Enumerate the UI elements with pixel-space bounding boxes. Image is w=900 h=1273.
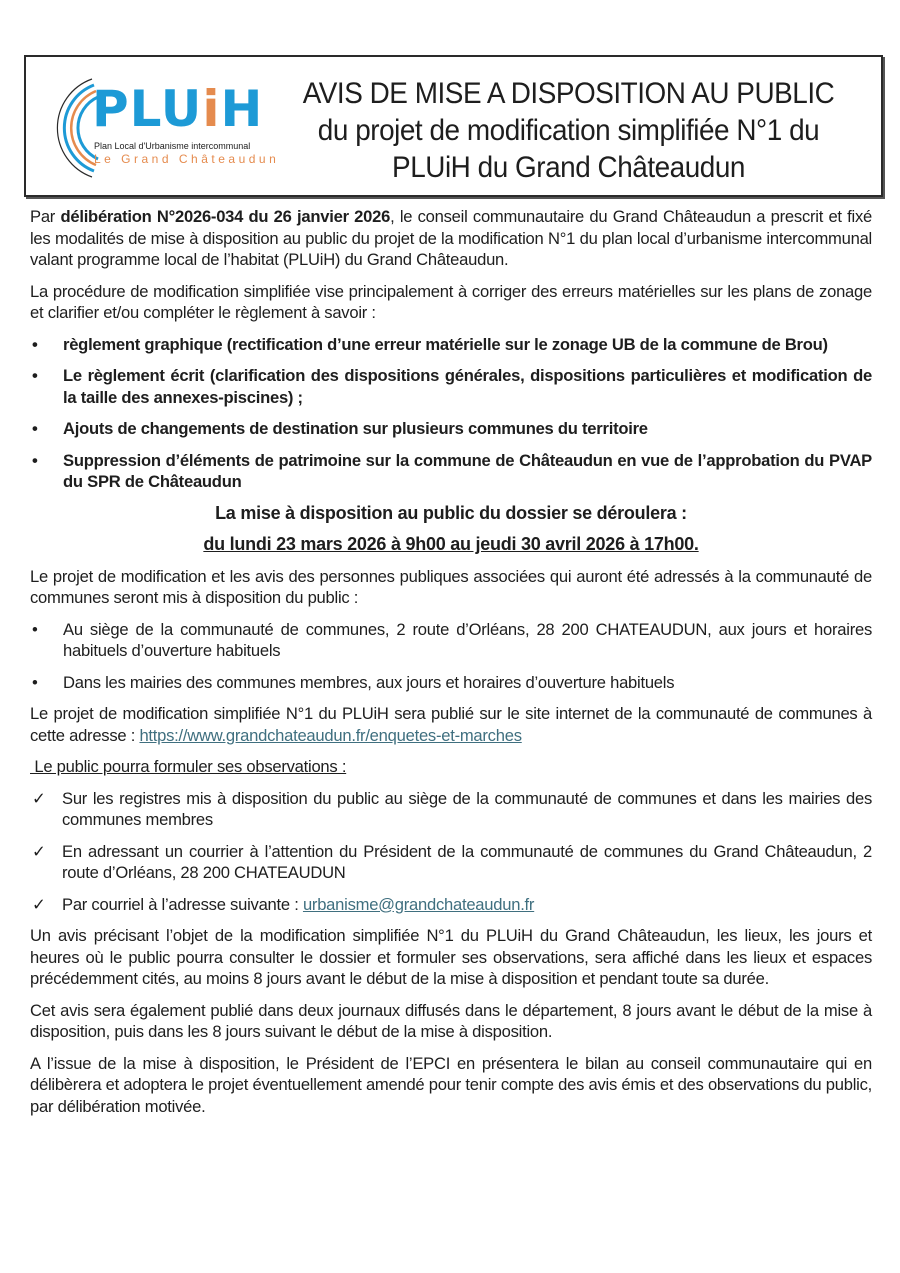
closing-paragraph: Cet avis sera également publié dans deux journaux diffusés dans le département, 8 jours avant le début de la mise à disposition, puis dans les 8 jours suivant le début de la mise à disposition.	[30, 1000, 872, 1041]
observations-heading: Le public pourra formuler ses observations :	[30, 757, 347, 776]
bullet-icon: •	[32, 619, 38, 639]
bullet-icon: •	[32, 419, 38, 438]
list-item: • Le règlement écrit (clarification des dispositions générales, dispositions particulières et modification de la taille des annexes-piscines) ;	[32, 366, 872, 407]
list-item: • Ajouts de changements de destination sur plusieurs communes du territoire	[32, 419, 648, 438]
procedure-list	[30, 334, 872, 493]
schedule-dates: du lundi 23 mars 2026 à 9h00 au jeudi 30 avril 2026 à 17h00.	[203, 534, 699, 554]
title-line: PLUiH du Grand Châteaudun	[392, 151, 745, 184]
list-item: ✓ En adressant un courrier à l’attention du Président de la communauté de communes du Grand Châteaudun, 2 route d’Orléans, 28 200 CHATEAUDUN	[32, 841, 872, 882]
bullet-icon: •	[32, 672, 38, 692]
title-line: du projet de modification simplifiée N°1 du	[317, 114, 820, 147]
logo-subtitle: Plan Local d'Urbanisme intercommunal	[94, 141, 251, 151]
page-title	[278, 75, 859, 186]
logo-wordmark: PLUiH	[92, 80, 264, 138]
website-paragraph: Le projet de modification simplifiée N°1 du PLUiH sera publié sur le site internet de la communauté de communes à cette adresse : https://www.grandchateaudun.fr/enquetes-et-marches	[30, 704, 872, 745]
website-link[interactable]: https://www.grandchateaudun.fr/enquetes-et-marches	[139, 725, 522, 745]
list-item: • Dans les mairies des communes membres, aux jours et horaires d’ouverture habituels	[32, 672, 675, 692]
list-item: ✓ Par courriel à l’adresse suivante : urbanisme@grandchateaudun.fr	[32, 894, 535, 914]
email-link[interactable]: urbanisme@grandchateaudun.fr	[302, 894, 535, 914]
schedule-heading: La mise à disposition au public du dossier se déroulera :	[215, 502, 687, 523]
title-line: AVIS DE MISE A DISPOSITION AU PUBLIC	[302, 77, 835, 110]
document-body	[30, 206, 872, 1127]
closing-paragraph: A l’issue de la mise à disposition, le Président de l’EPCI en présentera le bilan au conseil communautaire qui en délibèrera et adoptera le projet éventuellement amendé pour tenir compte des avis émis et des observations du public, par délibération motivée.	[30, 1053, 872, 1116]
check-icon: ✓	[32, 788, 46, 808]
deliberation-reference: délibération N°2026-034 du 26 janvier 2026	[60, 207, 391, 226]
list-item: • règlement graphique (rectification d’une erreur matérielle sur le zonage UB de la commune de Brou)	[32, 334, 828, 354]
pluih-logo	[30, 73, 280, 183]
list-item: • Suppression d’éléments de patrimoine sur la commune de Châteaudun en vue de l’approbation du PVAP du SPR de Châteaudun	[32, 450, 872, 491]
check-icon: ✓	[32, 841, 46, 861]
bullet-icon: •	[32, 366, 38, 385]
bullet-icon: •	[32, 450, 38, 470]
logo-city: Le Grand Châteaudun	[94, 152, 280, 166]
intro-paragraph: Par délibération N°2026-034 du 26 janvier 2026, le conseil communautaire du Grand Châteaudun a prescrit et fixé les modalités de mise à disposition au public du projet de la modification N°1 du plan local d’urbanisme intercommunal valant programme local de l’habitat (PLUiH) du Grand Châteaudun.	[30, 207, 872, 269]
list-item: • Au siège de la communauté de communes, 2 route d’Orléans, 28 200 CHATEAUDUN, aux jours et horaires habituels d’ouverture habituels	[32, 619, 872, 660]
closing-paragraph: Un avis précisant l’objet de la modification simplifiée N°1 du PLUiH du Grand Châteaudun, les lieux, les jours et heures où le public pourra consulter le dossier et formuler ses observations, sera affiché dans les lieux et espaces précédemment cités, au moins 8 jours avant le début de la mise à disposition et pendant toute sa durée.	[30, 926, 872, 988]
availability-paragraph: Le projet de modification et les avis des personnes publiques associées qui auront été adressés à la communauté de communes seront mis à disposition du public :	[30, 566, 872, 607]
availability-list	[30, 619, 872, 694]
list-item: ✓ Sur les registres mis à disposition du public au siège de la communauté de communes et dans les mairies des communes membres	[32, 788, 872, 829]
procedure-paragraph: La procédure de modification simplifiée vise principalement à corriger des erreurs matérielles sur les plans de zonage et clarifier et/ou compléter le règlement à savoir :	[30, 281, 872, 322]
observations-list	[30, 788, 872, 916]
header-box	[24, 55, 883, 197]
bullet-icon: •	[32, 334, 38, 354]
check-icon: ✓	[32, 894, 46, 914]
logo-arcs-icon	[30, 73, 100, 183]
